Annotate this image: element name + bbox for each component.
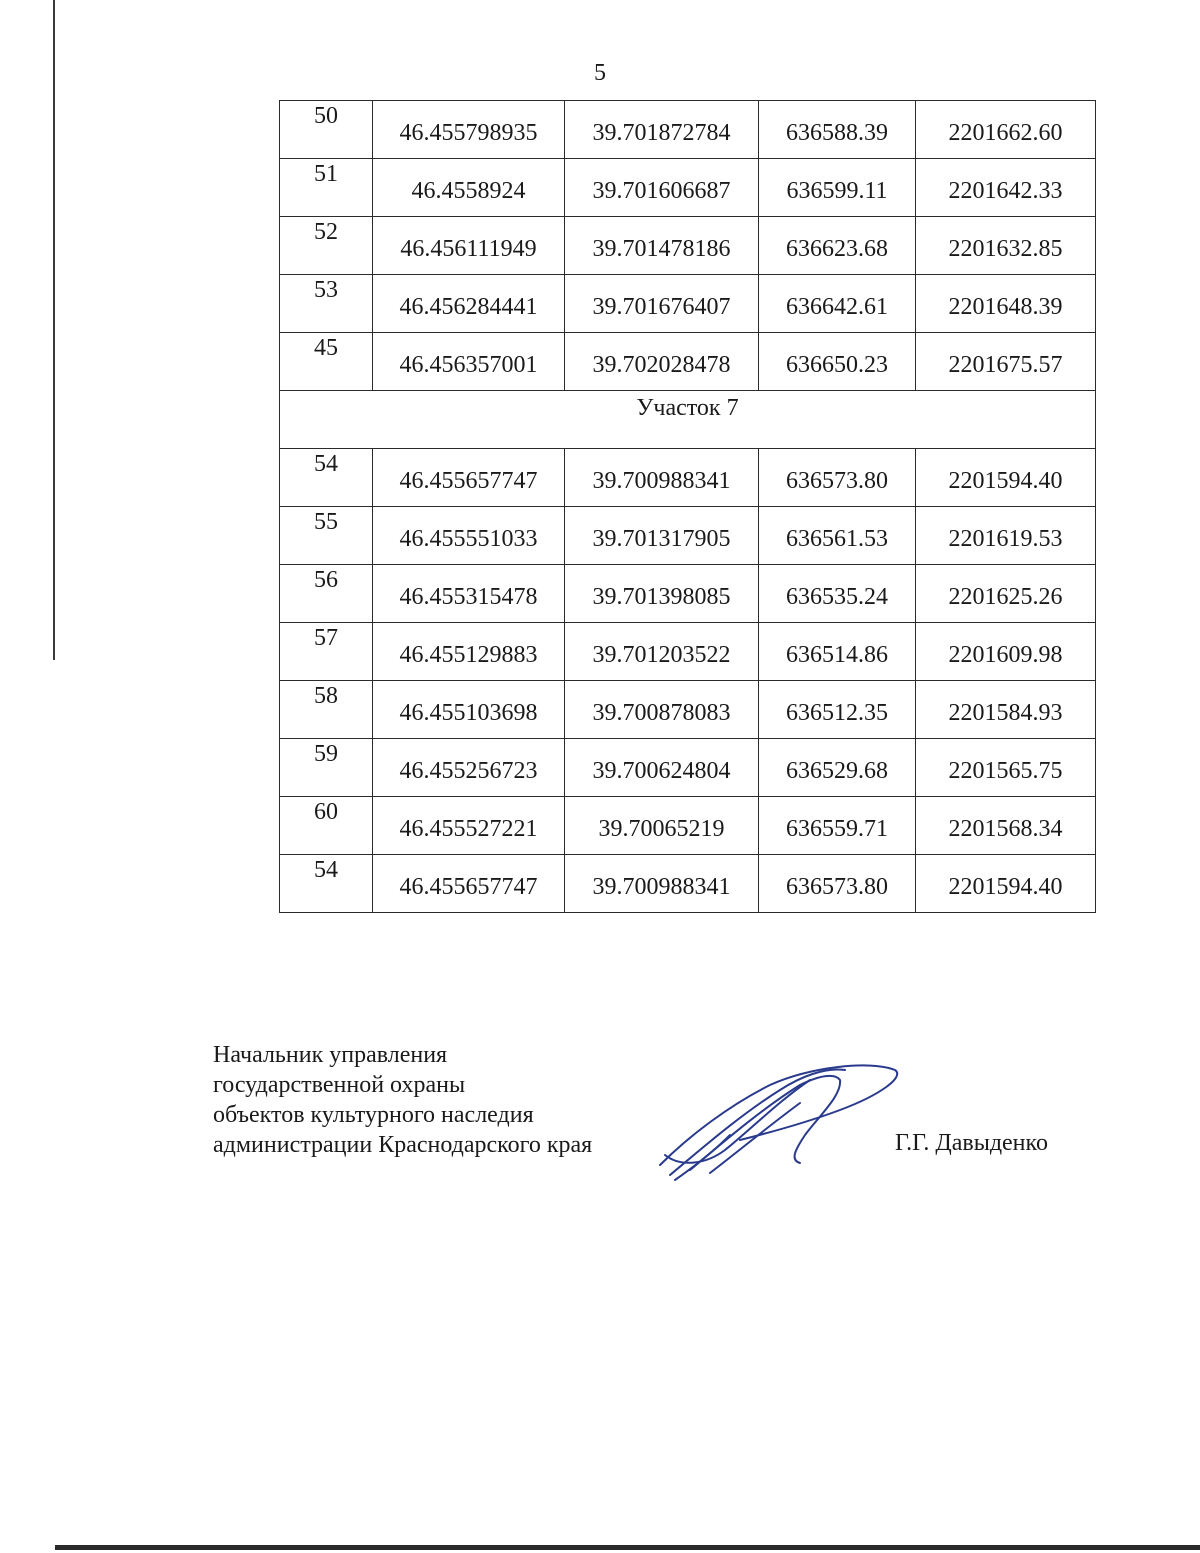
point-number-cell: 58 <box>280 681 373 739</box>
longitude-cell: 39.701203522 <box>565 623 759 681</box>
y-coordinate-cell: 2201632.85 <box>916 217 1096 275</box>
table-row <box>280 275 1096 333</box>
handwritten-signature <box>650 1055 910 1185</box>
signer-title-line: администрации Краснодарского края <box>213 1132 593 1158</box>
table-row <box>280 159 1096 217</box>
scan-edge-bottom <box>55 1545 1200 1550</box>
section-header-row <box>280 391 1096 449</box>
signer-name: Г.Г. Давыденко <box>895 1130 1048 1156</box>
longitude-cell: 39.701606687 <box>565 159 759 217</box>
point-number-cell: 51 <box>280 159 373 217</box>
page-number: 5 <box>594 60 606 86</box>
longitude-cell: 39.701478186 <box>565 217 759 275</box>
latitude-cell: 46.456284441 <box>373 275 565 333</box>
point-number-cell: 55 <box>280 507 373 565</box>
longitude-cell: 39.700988341 <box>565 449 759 507</box>
longitude-cell: 39.701398085 <box>565 565 759 623</box>
longitude-cell: 39.700624804 <box>565 739 759 797</box>
table-row <box>280 797 1096 855</box>
longitude-cell: 39.700878083 <box>565 681 759 739</box>
y-coordinate-cell: 2201642.33 <box>916 159 1096 217</box>
point-number-cell: 45 <box>280 333 373 391</box>
point-number-cell: 54 <box>280 855 373 913</box>
scan-edge-left <box>53 0 55 660</box>
longitude-cell: 39.70065219 <box>565 797 759 855</box>
section-label: Участок 7 <box>280 391 1096 449</box>
y-coordinate-cell: 2201648.39 <box>916 275 1096 333</box>
point-number-cell: 50 <box>280 101 373 159</box>
x-coordinate-cell: 636535.24 <box>759 565 916 623</box>
y-coordinate-cell: 2201584.93 <box>916 681 1096 739</box>
latitude-cell: 46.455657747 <box>373 449 565 507</box>
x-coordinate-cell: 636573.80 <box>759 855 916 913</box>
latitude-cell: 46.4558924 <box>373 159 565 217</box>
x-coordinate-cell: 636642.61 <box>759 275 916 333</box>
point-number-cell: 60 <box>280 797 373 855</box>
x-coordinate-cell: 636650.23 <box>759 333 916 391</box>
x-coordinate-cell: 636623.68 <box>759 217 916 275</box>
latitude-cell: 46.456111949 <box>373 217 565 275</box>
y-coordinate-cell: 2201662.60 <box>916 101 1096 159</box>
table-row <box>280 855 1096 913</box>
y-coordinate-cell: 2201609.98 <box>916 623 1096 681</box>
y-coordinate-cell: 2201625.26 <box>916 565 1096 623</box>
latitude-cell: 46.455551033 <box>373 507 565 565</box>
latitude-cell: 46.455798935 <box>373 101 565 159</box>
latitude-cell: 46.455103698 <box>373 681 565 739</box>
x-coordinate-cell: 636599.11 <box>759 159 916 217</box>
table-row <box>280 333 1096 391</box>
point-number-cell: 57 <box>280 623 373 681</box>
latitude-cell: 46.456357001 <box>373 333 565 391</box>
x-coordinate-cell: 636529.68 <box>759 739 916 797</box>
y-coordinate-cell: 2201565.75 <box>916 739 1096 797</box>
latitude-cell: 46.455657747 <box>373 855 565 913</box>
table-row <box>280 449 1096 507</box>
table-row <box>280 681 1096 739</box>
point-number-cell: 56 <box>280 565 373 623</box>
table-row <box>280 101 1096 159</box>
latitude-cell: 46.455527221 <box>373 797 565 855</box>
x-coordinate-cell: 636588.39 <box>759 101 916 159</box>
x-coordinate-cell: 636559.71 <box>759 797 916 855</box>
signer-title-line: объектов культурного наследия <box>213 1102 534 1128</box>
longitude-cell: 39.700988341 <box>565 855 759 913</box>
coordinates-table-body <box>280 101 1096 913</box>
y-coordinate-cell: 2201594.40 <box>916 449 1096 507</box>
y-coordinate-cell: 2201619.53 <box>916 507 1096 565</box>
table-row <box>280 565 1096 623</box>
signer-title-line: государственной охраны <box>213 1072 466 1098</box>
longitude-cell: 39.701872784 <box>565 101 759 159</box>
table-row <box>280 507 1096 565</box>
table-row <box>280 623 1096 681</box>
point-number-cell: 53 <box>280 275 373 333</box>
y-coordinate-cell: 2201675.57 <box>916 333 1096 391</box>
x-coordinate-cell: 636512.35 <box>759 681 916 739</box>
table-row <box>280 739 1096 797</box>
point-number-cell: 52 <box>280 217 373 275</box>
latitude-cell: 46.455315478 <box>373 565 565 623</box>
x-coordinate-cell: 636514.86 <box>759 623 916 681</box>
signer-title-line: Начальник управления <box>213 1042 448 1068</box>
y-coordinate-cell: 2201594.40 <box>916 855 1096 913</box>
x-coordinate-cell: 636573.80 <box>759 449 916 507</box>
latitude-cell: 46.455256723 <box>373 739 565 797</box>
x-coordinate-cell: 636561.53 <box>759 507 916 565</box>
y-coordinate-cell: 2201568.34 <box>916 797 1096 855</box>
longitude-cell: 39.702028478 <box>565 333 759 391</box>
longitude-cell: 39.701676407 <box>565 275 759 333</box>
table-row <box>280 217 1096 275</box>
latitude-cell: 46.455129883 <box>373 623 565 681</box>
point-number-cell: 59 <box>280 739 373 797</box>
point-number-cell: 54 <box>280 449 373 507</box>
coordinates-table <box>279 100 1096 913</box>
longitude-cell: 39.701317905 <box>565 507 759 565</box>
signer-title <box>213 1040 592 1160</box>
